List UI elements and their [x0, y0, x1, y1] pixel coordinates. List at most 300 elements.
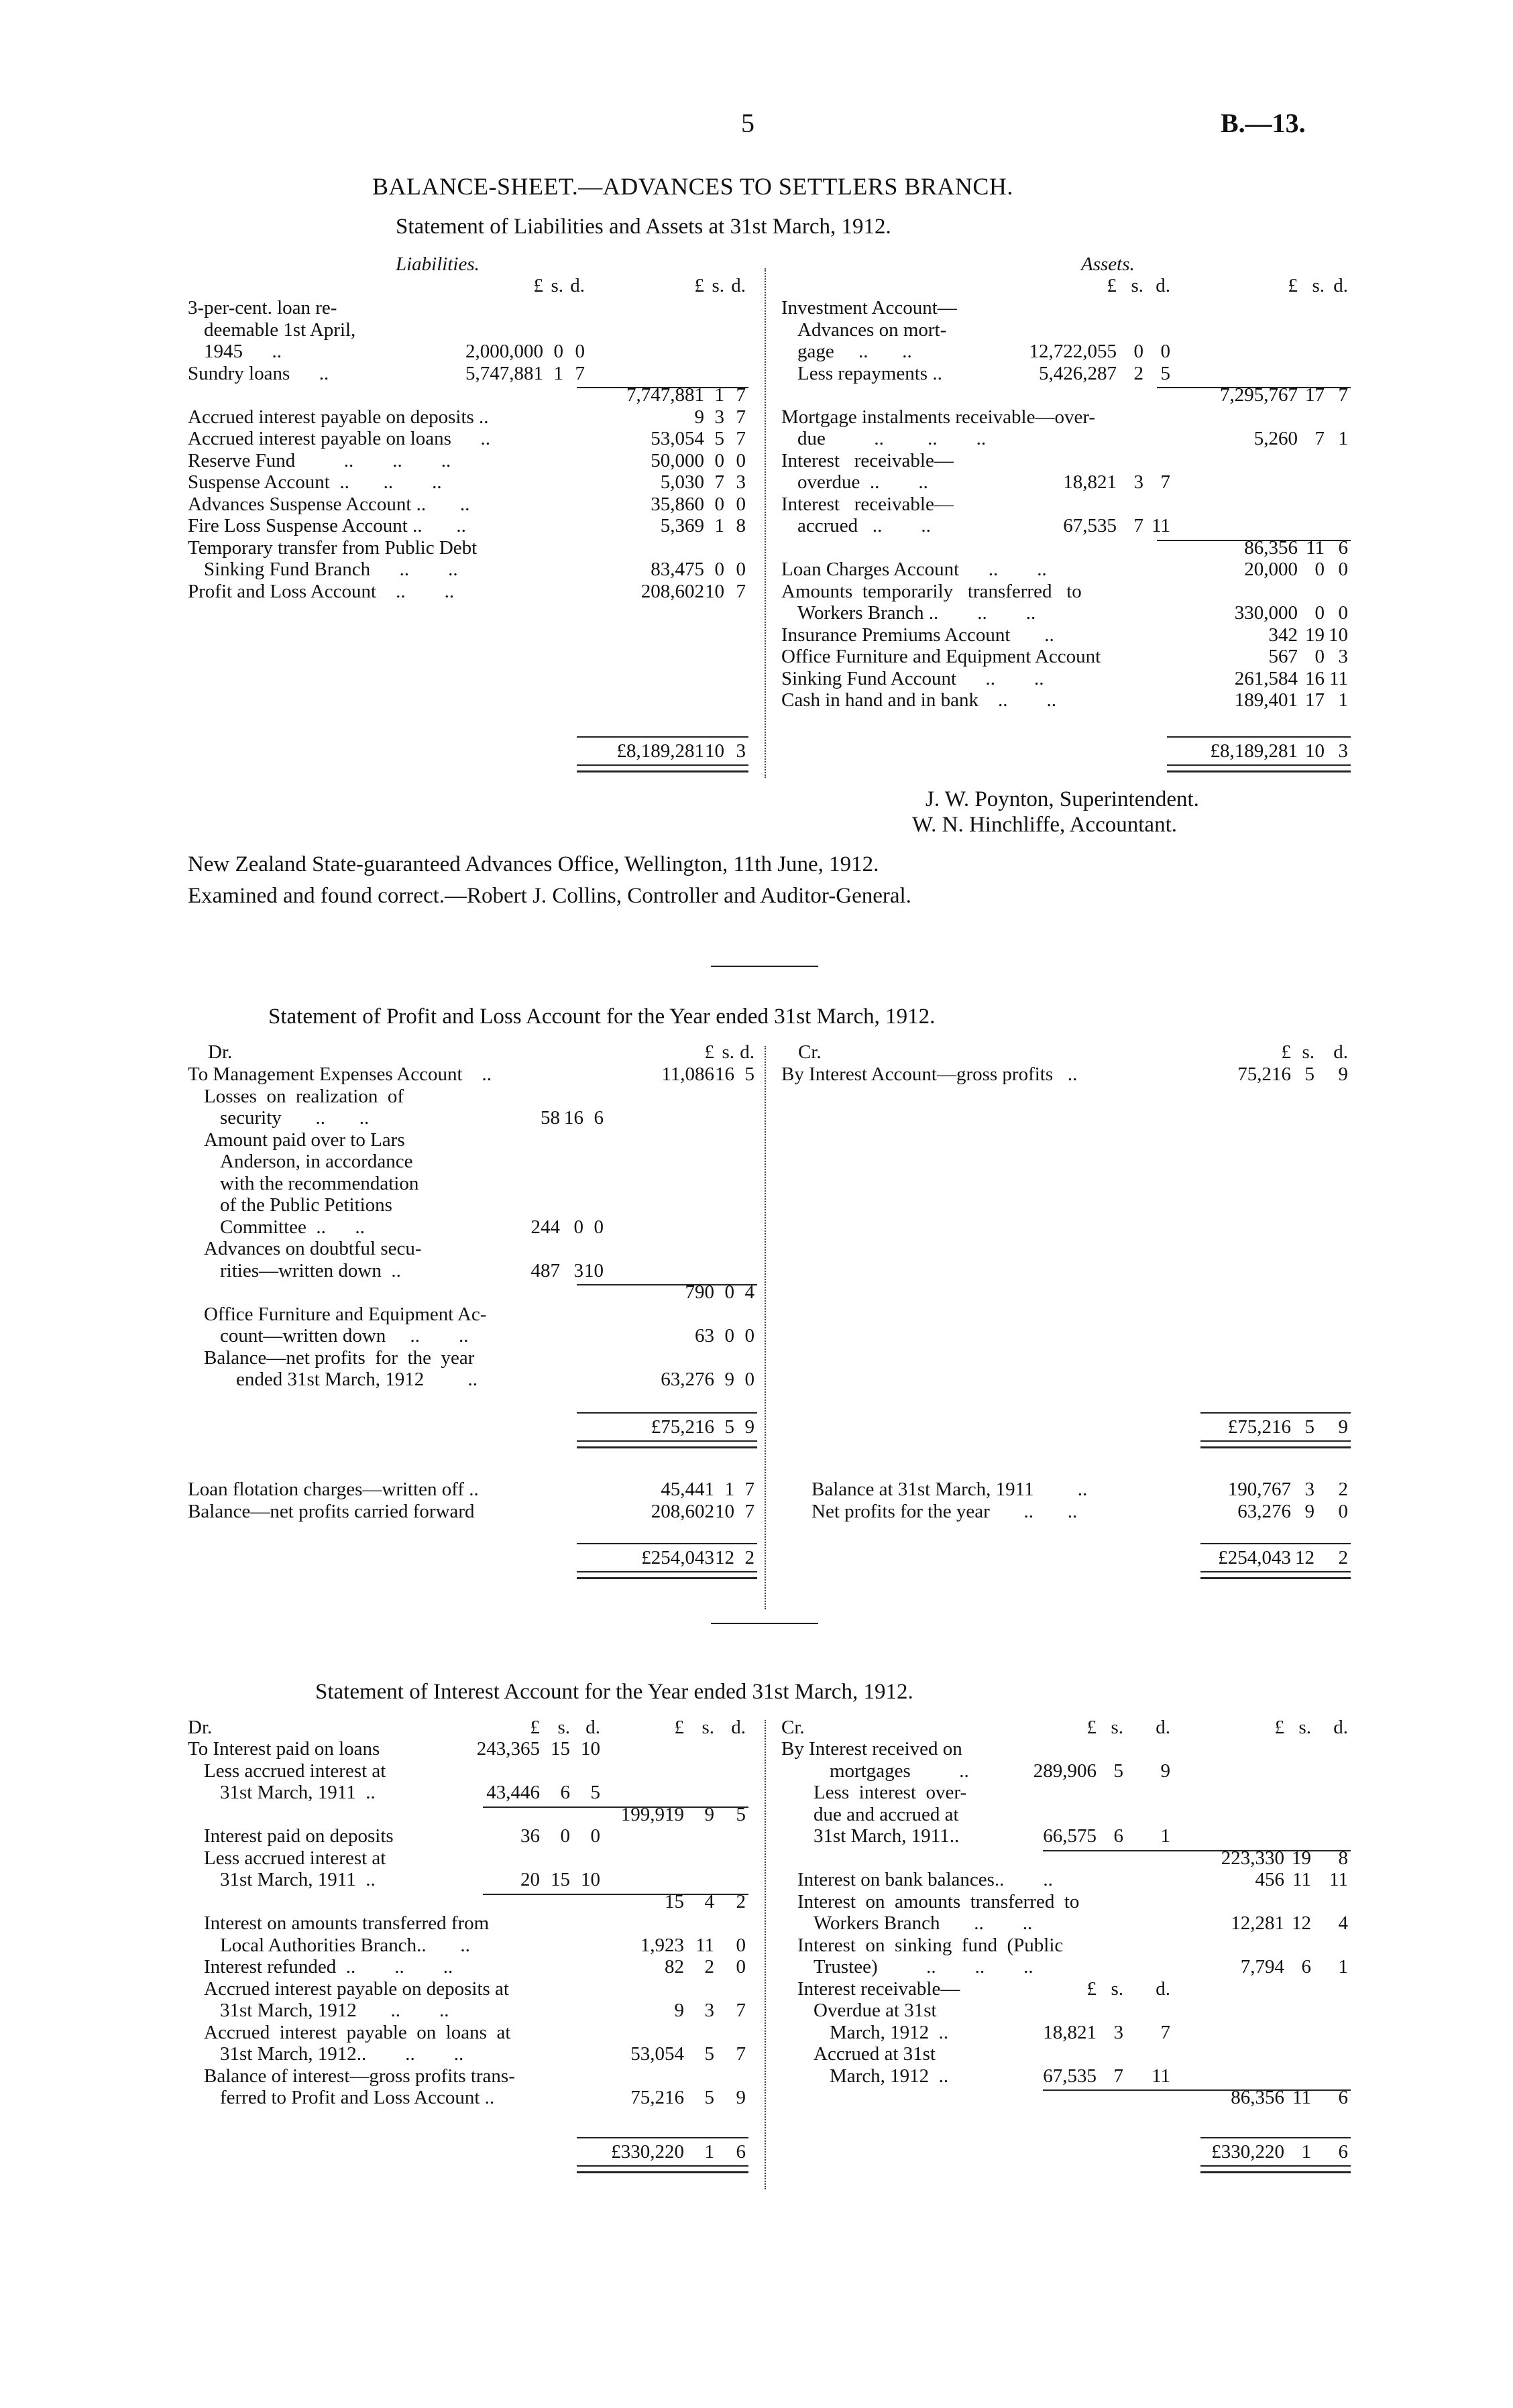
line-item-label: Accrued at 31st: [814, 2043, 936, 2065]
inner-amount: 1: [1160, 1825, 1170, 1847]
outer-amount: 5: [744, 1064, 754, 1085]
line-item-label: March, 1912 ..: [830, 2021, 949, 2043]
outer-amount: 11: [1292, 1869, 1311, 1890]
outer-amount: 9: [1338, 1064, 1348, 1085]
line-item-label: Office Furniture and Equipment Account: [781, 646, 1101, 667]
outer-amount: 16: [715, 1064, 734, 1085]
total-double-rule: [577, 1440, 757, 1448]
outer-amount: 63,276: [1237, 1500, 1291, 1522]
total-amount: 9: [744, 1416, 754, 1438]
inner-amount: 10: [584, 1259, 604, 1281]
outer-amount: 0: [736, 1934, 746, 1956]
column-header: s.: [1131, 275, 1143, 296]
line-item-label: 31st March, 1911 ..: [220, 1782, 376, 1803]
column-header: £: [694, 275, 704, 296]
outer-amount: 1,923: [640, 1934, 684, 1956]
total-amount: 6: [736, 2141, 746, 2163]
column-header: s.: [551, 275, 563, 296]
inner-amount: 2: [1133, 362, 1143, 384]
line-item-label: Amount paid over to Lars: [204, 1129, 405, 1151]
outer-amount: 9: [1304, 1500, 1314, 1522]
line-item-label: Interest receivable—: [797, 1977, 960, 2000]
inner-amount: 243,365: [476, 1738, 540, 1760]
line-item-label: Balance—net profits carried forward: [188, 1500, 475, 1522]
outer-amount: 9: [724, 1369, 734, 1390]
line-item-label: 1945 ..: [204, 341, 282, 362]
outer-amount: 199,919: [620, 1803, 684, 1825]
outer-amount: 7: [736, 384, 746, 406]
inner-amount: 10: [581, 1869, 600, 1890]
inner-amount: 5: [1160, 362, 1170, 384]
signature-superintendent: J. W. Poynton, Superintendent.: [926, 787, 1199, 811]
outer-amount: 190,767: [1227, 1479, 1291, 1500]
inner-amount: 36: [520, 1825, 540, 1847]
inner-amount: 6: [560, 1782, 570, 1803]
column-header: £: [704, 1041, 714, 1063]
outer-amount: 0: [724, 1325, 734, 1346]
total-amount: £330,220: [1211, 2141, 1284, 2163]
inner-amount: 0: [590, 1825, 600, 1847]
assets-heading: Assets.: [1081, 253, 1135, 275]
outer-amount: 11: [1329, 1869, 1348, 1890]
inner-amount: 2,000,000: [465, 341, 543, 362]
outer-amount: 6: [1338, 536, 1348, 559]
outer-amount: 261,584: [1234, 667, 1298, 689]
outer-amount: 17: [1305, 689, 1325, 711]
column-header: d.: [585, 1717, 600, 1738]
line-item-label: ended 31st March, 1912 ..: [236, 1369, 478, 1390]
line-item-label: with the recommendation: [220, 1172, 419, 1194]
line-item-label: To Management Expenses Account ..: [188, 1064, 492, 1085]
total-rule: [577, 1543, 757, 1544]
outer-amount: 1: [1338, 428, 1348, 449]
outer-amount: 75,216: [630, 2087, 684, 2108]
inner-amount: 289,906: [1033, 1760, 1097, 1782]
outer-amount: 12,281: [1231, 1912, 1284, 1934]
section-divider: [711, 966, 818, 967]
line-item-label: Committee .. ..: [220, 1216, 365, 1238]
outer-amount: 5,369: [660, 515, 704, 536]
outer-amount: 1: [1338, 1956, 1348, 1977]
column-header: £: [1288, 275, 1298, 296]
total-amount: 5: [724, 1416, 734, 1438]
line-item-label: Sinking Fund Branch .. ..: [204, 559, 458, 580]
line-item-label: Temporary transfer from Public Debt: [188, 536, 478, 559]
inner-amount: 487: [530, 1259, 560, 1281]
inner-amount: 18,821: [1063, 471, 1117, 493]
inner-amount: 244: [530, 1216, 560, 1238]
total-amount: 12: [715, 1547, 734, 1568]
total-double-rule: [577, 2165, 748, 2173]
total-amount: 5: [1304, 1416, 1314, 1438]
outer-amount: 7: [736, 580, 746, 602]
inner-amount: 3: [1113, 2021, 1123, 2043]
outer-amount: 5: [714, 428, 724, 449]
outer-amount: 9: [736, 2087, 746, 2108]
page-reference: B.—13.: [1221, 108, 1306, 138]
total-amount: £75,216: [651, 1416, 714, 1438]
total-rule: [1167, 736, 1351, 738]
total-amount: £75,216: [1227, 1416, 1291, 1438]
outer-amount: 0: [744, 1369, 754, 1390]
outer-amount: 8: [736, 515, 746, 536]
credit-label: Cr.: [798, 1041, 822, 1063]
inner-amount: 58: [541, 1107, 560, 1129]
line-item-label: Investment Account—: [781, 297, 957, 319]
outer-amount: 189,401: [1234, 689, 1298, 711]
inner-amount: 7: [575, 362, 585, 384]
outer-amount: 11: [1292, 2087, 1311, 2108]
column-header: d.: [1333, 275, 1348, 296]
outer-amount: 45,441: [661, 1479, 714, 1500]
outer-amount: 0: [736, 1956, 746, 1977]
line-item-label: Net profits for the year .. ..: [811, 1500, 1078, 1522]
outer-amount: 20,000: [1244, 559, 1298, 580]
line-item-label: Accrued interest payable on deposits ..: [188, 406, 489, 428]
outer-amount: 208,602: [651, 1500, 714, 1522]
outer-amount: 0: [1338, 1500, 1348, 1522]
outer-amount: 63,276: [661, 1369, 714, 1390]
line-item-label: Overdue at 31st: [814, 2000, 937, 2021]
liabilities-heading: Liabilities.: [396, 253, 480, 275]
outer-amount: 4: [704, 1890, 714, 1912]
line-item-label: To Interest paid on loans: [188, 1738, 380, 1760]
outer-amount: 1: [724, 1479, 734, 1500]
line-item-label: Interest refunded .. .. ..: [204, 1956, 453, 1977]
outer-amount: 0: [736, 493, 746, 515]
outer-amount: 0: [736, 449, 746, 471]
line-item-label: Workers Branch .. .. ..: [797, 602, 1036, 624]
outer-amount: 10: [1329, 624, 1348, 646]
outer-amount: 53,054: [651, 428, 704, 449]
inner-amount: 18,821: [1043, 2021, 1097, 2043]
office-line: New Zealand State-guaranteed Advances Office, Wellington, 11th June, 1912.: [188, 852, 879, 876]
inner-amount: 0: [573, 1216, 583, 1238]
inner-amount: 5,426,287: [1039, 362, 1117, 384]
total-double-rule: [577, 1571, 757, 1579]
line-item-label: March, 1912 ..: [830, 2065, 949, 2087]
outer-amount: 3: [714, 406, 724, 428]
inner-amount: s.: [1111, 1977, 1123, 2000]
inner-amount: 0: [594, 1216, 604, 1238]
inner-amount: 15: [551, 1869, 570, 1890]
line-item-label: Fire Loss Suspense Account .. ..: [188, 515, 466, 536]
line-item-label: Advances on mort-: [797, 319, 947, 341]
outer-amount: 456: [1255, 1869, 1284, 1890]
column-header: s.: [722, 1041, 734, 1063]
outer-amount: 567: [1268, 646, 1298, 667]
column-header: £: [1274, 1717, 1284, 1738]
line-item-label: Loan Charges Account .. ..: [781, 559, 1047, 580]
outer-amount: 19: [1305, 624, 1325, 646]
outer-amount: 50,000: [651, 449, 704, 471]
outer-amount: 53,054: [630, 2043, 684, 2065]
outer-amount: 0: [714, 449, 724, 471]
outer-amount: 5,030: [660, 471, 704, 493]
inner-amount: 7: [1113, 2065, 1123, 2087]
total-amount: £330,220: [611, 2141, 684, 2163]
outer-amount: 63: [695, 1325, 714, 1346]
credit-label: Cr.: [781, 1717, 805, 1738]
column-header: s.: [702, 1717, 714, 1738]
interest-account-title: Statement of Interest Account for the Year ended 31st March, 1912.: [315, 1680, 913, 1704]
outer-amount: 9: [694, 406, 704, 428]
line-item-label: Suspense Account .. .. ..: [188, 471, 442, 493]
line-item-label: Amounts temporarily transferred to: [781, 580, 1082, 602]
outer-amount: 7: [736, 2043, 746, 2065]
outer-amount: 75,216: [1237, 1064, 1291, 1085]
outer-amount: 5: [1304, 1064, 1314, 1085]
line-item-label: count—written down .. ..: [220, 1325, 469, 1346]
total-amount: 10: [1305, 740, 1325, 762]
outer-amount: 0: [714, 559, 724, 580]
inner-amount: 7: [1160, 471, 1170, 493]
line-item-label: Interest on amounts transferred from: [204, 1912, 490, 1934]
debit-label: Dr.: [208, 1041, 233, 1063]
line-item-label: Less accrued interest at: [204, 1760, 386, 1782]
outer-amount: 1: [714, 515, 724, 536]
column-header: s.: [1111, 1717, 1123, 1738]
outer-amount: 11: [1306, 536, 1325, 559]
outer-amount: 5: [704, 2043, 714, 2065]
line-item-label: mortgages ..: [830, 1760, 969, 1782]
outer-amount: 5,260: [1253, 428, 1298, 449]
outer-amount: 0: [736, 559, 746, 580]
total-double-rule: [577, 764, 748, 772]
total-amount: 9: [1338, 1416, 1348, 1438]
line-item-label: rities—written down ..: [220, 1259, 401, 1281]
total-amount: 1: [704, 2141, 714, 2163]
inner-amount: 66,575: [1043, 1825, 1097, 1847]
total-amount: 10: [705, 740, 724, 762]
total-rule: [1200, 1543, 1351, 1544]
inner-amount: 5: [1113, 1760, 1123, 1782]
outer-amount: 7: [744, 1479, 754, 1500]
line-item-label: Interest on amounts transferred to: [797, 1890, 1080, 1912]
line-item-label: Balance at 31st March, 1911 ..: [811, 1479, 1088, 1500]
line-item-label: Interest receivable—: [781, 493, 954, 515]
column-divider: [765, 1720, 766, 2189]
line-item-label: Workers Branch .. ..: [814, 1912, 1033, 1934]
total-double-rule: [1200, 1440, 1351, 1448]
line-item-label: Anderson, in accordance: [220, 1151, 413, 1172]
line-item-label: Less accrued interest at: [204, 1847, 386, 1869]
line-item-label: security .. ..: [220, 1107, 370, 1129]
line-item-label: 3-per-cent. loan re-: [188, 297, 337, 319]
outer-amount: 1: [1338, 689, 1348, 711]
outer-amount: 8: [1338, 1847, 1348, 1869]
outer-amount: 342: [1268, 624, 1298, 646]
inner-amount: 6: [1113, 1825, 1123, 1847]
line-item-label: By Interest Account—gross profits ..: [781, 1064, 1078, 1085]
outer-amount: 0: [1314, 559, 1325, 580]
total-amount: 2: [1338, 1547, 1348, 1568]
line-item-label: Losses on realization of: [204, 1085, 404, 1107]
outer-amount: 6: [1301, 1956, 1311, 1977]
column-header: s.: [1312, 275, 1325, 296]
column-header: d.: [1156, 275, 1170, 296]
inner-amount: 20: [520, 1869, 540, 1890]
total-amount: 2: [744, 1547, 754, 1568]
line-item-label: 31st March, 1911..: [814, 1825, 960, 1847]
total-amount: 3: [1338, 740, 1348, 762]
outer-amount: 330,000: [1234, 602, 1298, 624]
line-item-label: Interest on bank balances.. ..: [797, 1869, 1053, 1890]
total-rule: [577, 736, 748, 738]
inner-amount: 3: [573, 1259, 583, 1281]
column-header: £: [533, 275, 543, 296]
outer-amount: 0: [1338, 559, 1348, 580]
outer-amount: 3: [1304, 1479, 1314, 1500]
outer-amount: 7,794: [1240, 1956, 1284, 1977]
outer-amount: 790: [685, 1281, 714, 1303]
outer-amount: 11: [1329, 667, 1348, 689]
total-amount: £8,189,281: [616, 740, 704, 762]
line-item-label: Sinking Fund Account .. ..: [781, 667, 1044, 689]
outer-amount: 19: [1292, 1847, 1311, 1869]
line-item-label: deemable 1st April,: [204, 319, 356, 341]
outer-amount: 7,747,881: [626, 384, 704, 406]
outer-amount: 0: [744, 1325, 754, 1346]
total-rule: [577, 2137, 748, 2138]
line-item-label: Advances Suspense Account .. ..: [188, 493, 470, 515]
line-item-label: Office Furniture and Equipment Ac-: [204, 1303, 487, 1325]
outer-amount: 7: [736, 2000, 746, 2021]
inner-amount: 7: [1133, 515, 1143, 536]
column-header: d.: [740, 1041, 754, 1063]
inner-amount: 6: [594, 1107, 604, 1129]
inner-amount: 67,535: [1063, 515, 1117, 536]
outer-amount: 0: [1314, 602, 1325, 624]
line-item-label: Accrued interest payable on deposits at: [204, 1977, 509, 2000]
total-amount: 6: [1338, 2141, 1348, 2163]
column-header: s.: [1302, 1041, 1314, 1063]
section-divider: [711, 1623, 818, 1624]
inner-amount: 11: [1152, 515, 1170, 536]
line-item-label: Loan flotation charges—written off ..: [188, 1479, 479, 1500]
line-item-label: Balance of interest—gross profits trans-: [204, 2065, 515, 2087]
column-header: £: [674, 1717, 684, 1738]
line-item-label: Less interest over-: [814, 1782, 967, 1803]
line-item-label: Accrued interest payable on loans ..: [188, 428, 490, 449]
outer-amount: 7: [1314, 428, 1325, 449]
column-divider: [765, 1046, 766, 1609]
total-amount: 3: [736, 740, 746, 762]
balance-sheet-subtitle: Statement of Liabilities and Assets at 31st March, 1912.: [396, 215, 891, 239]
line-item-label: Interest receivable—: [781, 449, 954, 471]
total-rule: [577, 1412, 757, 1414]
inner-amount: 10: [581, 1738, 600, 1760]
outer-amount: 10: [715, 1500, 734, 1522]
outer-amount: 35,860: [651, 493, 704, 515]
line-item-label: Reserve Fund .. .. ..: [188, 449, 451, 471]
total-amount: £254,043: [1218, 1547, 1291, 1568]
line-item-label: of the Public Petitions: [220, 1194, 392, 1216]
line-item-label: Local Authorities Branch.. ..: [220, 1934, 470, 1956]
outer-amount: 4: [744, 1281, 754, 1303]
inner-amount: 15: [551, 1738, 570, 1760]
outer-amount: 208,602: [640, 580, 704, 602]
column-header: £: [1107, 275, 1117, 296]
line-item-label: overdue .. ..: [797, 471, 928, 493]
inner-amount: 11: [1152, 2065, 1170, 2087]
outer-amount: 11: [695, 1934, 714, 1956]
column-header: £: [1281, 1041, 1291, 1063]
column-header: d.: [1333, 1041, 1348, 1063]
column-header: d.: [731, 275, 746, 296]
line-item-label: gage .. ..: [797, 341, 912, 362]
line-item-label: 31st March, 1911 ..: [220, 1869, 376, 1890]
outer-amount: 7: [1338, 384, 1348, 406]
column-header: d.: [1333, 1717, 1348, 1738]
outer-amount: 6: [1338, 2087, 1348, 2108]
inner-amount: 0: [1133, 341, 1143, 362]
column-header: £: [1086, 1717, 1097, 1738]
outer-amount: 5: [704, 2087, 714, 2108]
outer-amount: 5: [736, 1803, 746, 1825]
outer-amount: 7: [714, 471, 724, 493]
inner-amount: 3: [1133, 471, 1143, 493]
line-item-label: Trustee) .. .. ..: [814, 1956, 1033, 1977]
inner-amount: 9: [1160, 1760, 1170, 1782]
outer-amount: 2: [736, 1890, 746, 1912]
column-header: £: [530, 1717, 540, 1738]
line-item-label: Mortgage instalments receivable—over-: [781, 406, 1096, 428]
signature-accountant: W. N. Hinchliffe, Accountant.: [912, 813, 1178, 837]
outer-amount: 0: [1314, 646, 1325, 667]
outer-amount: 3: [736, 471, 746, 493]
inner-amount: 5: [590, 1782, 600, 1803]
outer-amount: 7: [736, 428, 746, 449]
debit-label: Dr.: [188, 1717, 213, 1738]
outer-amount: 9: [674, 2000, 684, 2021]
total-double-rule: [1200, 1571, 1351, 1579]
total-double-rule: [1200, 2165, 1351, 2173]
column-header: s.: [557, 1717, 570, 1738]
inner-amount: 0: [575, 341, 585, 362]
line-item-label: 31st March, 1912.. .. ..: [220, 2043, 464, 2065]
line-item-label: Advances on doubtful secu-: [204, 1238, 422, 1259]
line-item-label: due .. .. ..: [797, 428, 987, 449]
total-rule: [1200, 1412, 1351, 1414]
inner-amount: 0: [553, 341, 563, 362]
inner-amount: 67,535: [1043, 2065, 1097, 2087]
inner-amount: 5,747,881: [465, 362, 543, 384]
outer-amount: 86,356: [1231, 2087, 1284, 2108]
line-item-label: due and accrued at: [814, 1803, 959, 1825]
outer-amount: 9: [704, 1803, 714, 1825]
inner-amount: 43,446: [486, 1782, 540, 1803]
inner-amount: 12,722,055: [1029, 341, 1117, 362]
line-item-label: By Interest received on: [781, 1738, 962, 1760]
total-amount: £254,043: [641, 1547, 714, 1568]
column-header: d.: [731, 1717, 746, 1738]
outer-amount: 0: [724, 1281, 734, 1303]
outer-amount: 3: [704, 2000, 714, 2021]
column-header: d.: [570, 275, 585, 296]
examined-line: Examined and found correct.—Robert J. Collins, Controller and Auditor-General.: [188, 884, 911, 908]
total-amount: 1: [1301, 2141, 1311, 2163]
inner-amount: 0: [560, 1825, 570, 1847]
page-number: 5: [741, 108, 754, 138]
outer-amount: 16: [1305, 667, 1325, 689]
outer-amount: 12: [1292, 1912, 1311, 1934]
profit-loss-title: Statement of Profit and Loss Account for the Year ended 31st March, 1912.: [268, 1005, 936, 1029]
outer-amount: 11,086: [661, 1064, 714, 1085]
line-item-label: Sundry loans ..: [188, 362, 329, 384]
inner-amount: 0: [1160, 341, 1170, 362]
outer-amount: 2: [1338, 1479, 1348, 1500]
